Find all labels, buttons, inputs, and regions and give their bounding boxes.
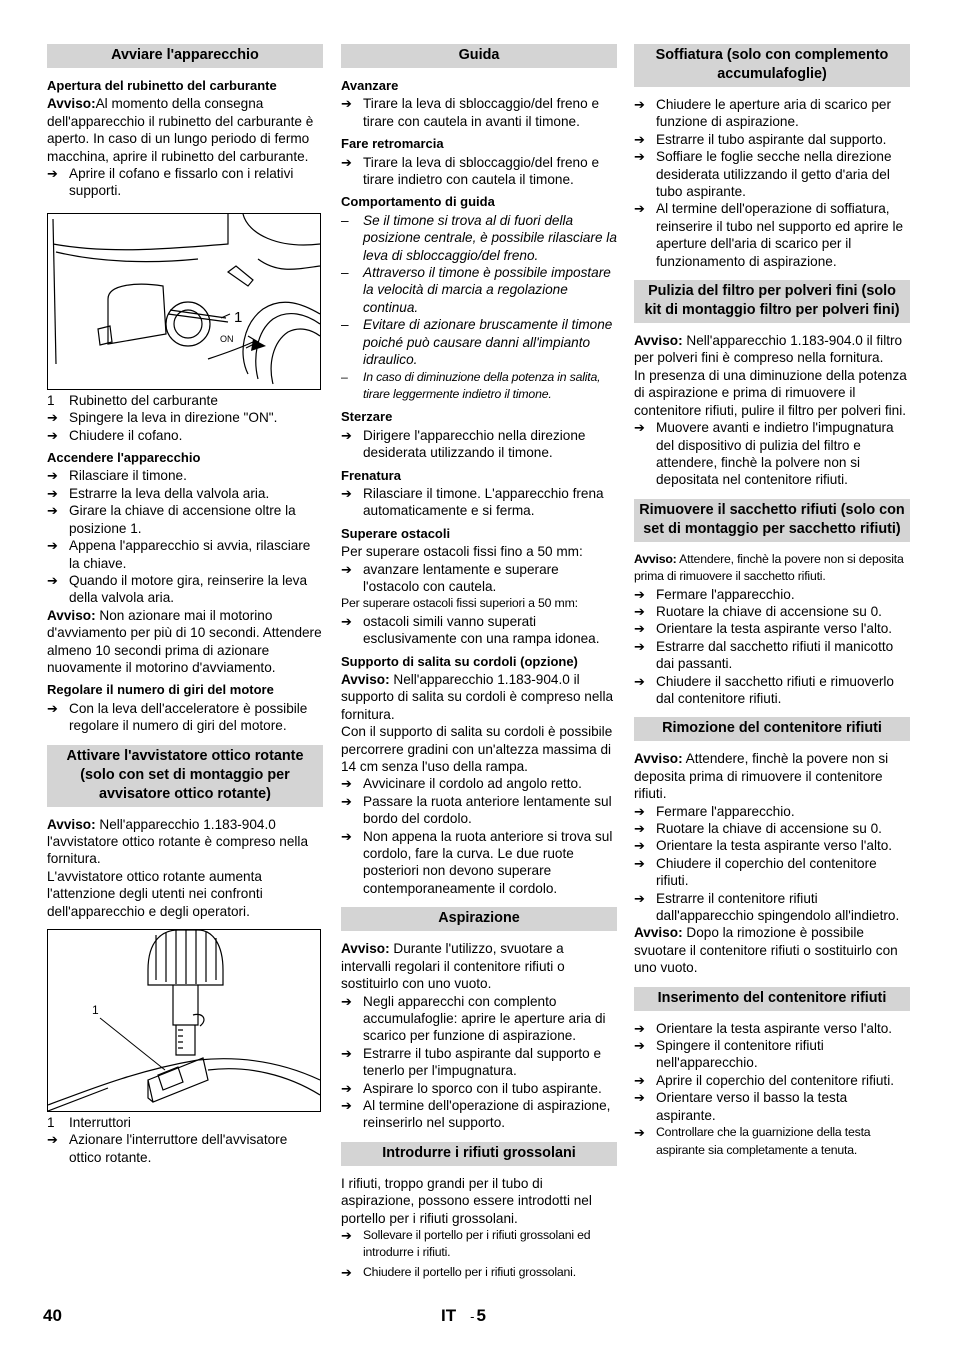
step-coarse-2: ➔ Chiudere il portello per i rifiuti grossolani.: [341, 1264, 576, 1280]
arrow-icon: ➔: [341, 613, 352, 629]
page-separator: -: [470, 1309, 475, 1324]
arrow-icon: ➔: [341, 1045, 352, 1061]
arrow-icon: ➔: [634, 1072, 645, 1088]
subheading-switch-on: Accendere l'apparecchio: [47, 450, 201, 466]
dash-item-2: – Attraverso il timone è possibile impostare la velocità di marcia a regolazione continua.: [341, 265, 611, 315]
arrow-icon: ➔: [634, 201, 645, 217]
step-remove-3: ➔ Orientare la testa aspirante verso l'alto.: [634, 838, 893, 854]
note-waste-bag: Avviso: Attendere, finchè la povere non si deposita prima di rimuovere il sacchetto rifiuti.: [634, 551, 904, 584]
step-obstacles-1: ➔ avanzare lentamente e superare l'ostacolo con cautela.: [341, 561, 559, 594]
arrow-icon: ➔: [47, 503, 58, 519]
arrow-icon: ➔: [341, 828, 352, 844]
arrow-icon: ➔: [634, 131, 645, 147]
step-insert-4: ➔ Orientare verso il basso la testa aspirante.: [634, 1090, 848, 1123]
step-insert-3: ➔ Aprire il coperchio del contenitore rifiuti.: [634, 1072, 895, 1088]
arrow-icon: ➔: [341, 793, 352, 809]
note-fuel-tap: Avviso:Al momento della consegna dell'apparecchio il rubinetto del carburante è aperto. In caso di un lungo periodo di fermo macchina, aprire il rubinetto del carburante.: [47, 96, 314, 164]
step-beacon: ➔ Azionare l'interruttore dell'avvisatore ottico rotante.: [47, 1132, 288, 1165]
arrow-icon: ➔: [341, 154, 352, 170]
column-2: [341, 44, 617, 1281]
step-remove-2: ➔ Ruotare la chiave di accensione su 0.: [634, 821, 882, 836]
step-open-hood: ➔ Aprire il cofano e fissarlo con i relativi supporti.: [47, 166, 294, 199]
arrow-icon: ➔: [634, 586, 645, 602]
step-remove-5: ➔ Estrarre il contenitore rifiuti dall'apparecchio spingendolo all'indietro.: [634, 890, 900, 924]
arrow-icon: ➔: [47, 427, 58, 443]
arrow-icon: ➔: [341, 1227, 352, 1243]
note-suction: Avviso: Durante l'utilizzo, svuotare a intervalli regolari il contenitore rifiuti o sostituirlo con uno vuoto.: [341, 941, 565, 992]
sub-page-number: 5: [476, 1306, 486, 1325]
section-heading-start: Avviare l'apparecchio: [47, 44, 323, 68]
arrow-icon: ➔: [341, 96, 352, 112]
section-heading-waste-bag: Rimuovere il sacchetto rifiuti (solo con set di montaggio per sacchetto rifiuti): [634, 499, 910, 542]
note-beacon: Avviso: Nell'apparecchio 1.183-904.0 l'avvistatore ottico rotante è compreso nella fornitura.: [47, 816, 309, 867]
arrow-icon: ➔: [634, 838, 645, 854]
subheading-kerb-support: Supporto di salita su cordoli (opzione): [341, 653, 578, 669]
dash-item-3: – Evitare di azionare bruscamente il timone poiché può causare danni all'impianto idraulico.: [341, 317, 613, 368]
arrow-icon: ➔: [634, 621, 645, 637]
arrow-icon: ➔: [47, 572, 58, 588]
figure-beacon-switch: [47, 929, 321, 1112]
dash-item-4: – In caso di diminuzione della potenza in salita, tirare leggermente indietro il timone.: [341, 369, 601, 401]
arrow-icon: ➔: [47, 1132, 58, 1148]
step-bag-1: ➔ Fermare l'apparecchio.: [634, 586, 795, 602]
step-blow-4: ➔ Al termine dell'operazione di soffiatura, reinserire il tubo nel supporto ed aprire le aperture dell'aria di scarico per il funzionamento di aspirazione.: [634, 201, 904, 269]
page-number: 40: [43, 1306, 62, 1325]
figure-fuel-tap: [47, 213, 321, 390]
column-3: [634, 44, 910, 1159]
section-heading-remove-container: Rimozione del contenitore rifiuti: [634, 717, 910, 741]
paragraph-obstacles-1: Per superare ostacoli fissi fino a 50 mm:: [341, 544, 583, 560]
arrow-icon: ➔: [47, 410, 58, 426]
section-heading-blowing: Soffiatura (solo con complemento accumulafoglie): [634, 44, 910, 87]
step-suction-1: ➔ Negli apparecchi con complento accumulafoglie: aprire le aperture aria di scarico per funzione di aspirazione.: [341, 993, 606, 1044]
section-heading-coarse-waste: Introdurre i rifiuti grossolani: [341, 1142, 617, 1166]
arrow-icon: ➔: [634, 420, 645, 436]
arrow-icon: ➔: [341, 993, 352, 1009]
note-kerb: Avviso: Nell'apparecchio 1.183-904.0 il supporto di salita su cordoli è compreso nella fornitura.: [341, 672, 614, 722]
subheading-steer: Sterzare: [341, 409, 393, 425]
arrow-icon: ➔: [634, 1090, 645, 1106]
step-close-hood: ➔ Chiudere il cofano.: [47, 427, 183, 443]
figure-callout-1: 1: [234, 308, 243, 326]
arrow-icon: ➔: [341, 776, 352, 792]
arrow-icon: ➔: [634, 149, 645, 165]
paragraph-kerb: Con il supporto di salita su cordoli è possibile percorrere gradini con un'altezza massima di 14 cm senza l'uso della rampa.: [341, 724, 613, 775]
step-insert-5: ➔ Controllare che la guarnizione della testa aspirante sia completamente a tenuta.: [634, 1124, 910, 1159]
arrow-icon: ➔: [634, 638, 645, 654]
step-blow-1: ➔ Chiudere le aperture aria di scarico per funzione di aspirazione.: [634, 97, 891, 130]
arrow-icon: ➔: [341, 561, 352, 577]
subheading-driving-behaviour: Comportamento di guida: [341, 194, 495, 210]
arrow-icon: ➔: [634, 821, 645, 836]
step-start-5: ➔ Quando il motore gira, reinserire la leva della valvola aria.: [47, 572, 308, 606]
step-blow-3: ➔ Soffiare le foglie secche nella direzione desiderata utilizzando il getto d'aria del tubo aspirante.: [634, 149, 892, 200]
arrow-icon: ➔: [341, 427, 352, 443]
arrow-icon: ➔: [341, 485, 352, 501]
step-suction-3: ➔ Aspirare lo sporco con il tubo aspirante.: [341, 1080, 602, 1096]
column-1: [47, 44, 323, 1166]
arrow-icon: ➔: [634, 1038, 645, 1054]
subheading-fuel-tap: Apertura del rubinetto del carburante: [47, 78, 277, 93]
subheading-rpm: Regolare il numero di giri del motore: [47, 682, 274, 698]
arrow-icon: ➔: [634, 603, 645, 619]
step-steer: ➔ Dirigere l'apparecchio nella direzione desiderata utilizzando il timone.: [341, 427, 586, 461]
language-code: IT: [441, 1306, 457, 1325]
step-blow-2: ➔ Estrarre il tubo aspirante dal supporto.: [634, 131, 887, 147]
step-kerb-1: ➔ Avvicinare il cordolo ad angolo retto.: [341, 776, 582, 792]
step-remove-1: ➔ Fermare l'apparecchio.: [634, 803, 795, 819]
step-start-1: ➔ Rilasciare il timone.: [47, 468, 187, 484]
step-bag-4: ➔ Estrarre dal sacchetto rifiuti il manicotto dai passanti.: [634, 638, 894, 672]
arrow-icon: ➔: [47, 468, 58, 484]
section-heading-insert-container: Inserimento del contenitore rifiuti: [634, 987, 910, 1011]
section-heading-suction: Aspirazione: [341, 907, 617, 931]
step-obstacles-2: ➔ ostacoli simili vanno superati esclusivamente con una rampa idonea.: [341, 613, 600, 647]
language-page-marker: [441, 1307, 486, 1325]
subheading-obstacles: Superare ostacoli: [341, 525, 451, 541]
step-bag-5: ➔ Chiudere il sacchetto rifiuti e rimuoverlo dal contenitore rifiuti.: [634, 673, 894, 706]
step-bag-3: ➔ Orientare la testa aspirante verso l'alto.: [634, 621, 893, 637]
step-suction-4: ➔ Al termine dell'operazione di aspirazione, reinserirlo nel supporto.: [341, 1097, 611, 1131]
note-after-removal: Avviso: Dopo la rimozione è possibile svuotare il contenitore rifiuti o sostituirlo con uno vuoto.: [634, 925, 898, 976]
dash-item-1: – Se il timone si trova al di fuori della posizione centrale, è possibile rilasciare la leva di sbloccaggio/del freno.: [341, 212, 617, 263]
figure-callout-2: 1: [92, 1003, 99, 1017]
note-filter: Avviso: Nell'apparecchio 1.183-904.0 il filtro per polveri fini è compreso nella fornitura.: [634, 333, 903, 366]
step-start-4: ➔ Appena l'apparecchio si avvia, rilasciare la chiave.: [47, 538, 311, 571]
step-start-2: ➔ Estrarre la leva della valvola aria.: [47, 485, 270, 501]
subheading-reverse: Fare retromarcia: [341, 136, 444, 152]
legend-fuel-tap: 1 Rubinetto del carburante: [47, 392, 218, 408]
step-insert-1: ➔ Orientare la testa aspirante verso l'alto.: [634, 1020, 893, 1036]
step-bag-2: ➔ Ruotare la chiave di accensione su 0.: [634, 603, 882, 619]
step-filter: ➔ Muovere avanti e indietro l'impugnatura del dispositivo di pulizia del filtro e attendere, finchè la polvere non si depositata nel contenitore rifiuti.: [634, 420, 894, 488]
step-rpm: ➔ Con la leva dell'acceleratore è possibile regolare il numero di giri del motore.: [47, 700, 308, 734]
arrow-icon: ➔: [47, 166, 58, 182]
step-brake: ➔ Rilasciare il timone. L'apparecchio frena automaticamente e si ferma.: [341, 485, 604, 519]
section-heading-beacon: Attivare l'avvistatore ottico rotante (solo con set di montaggio per avvisatore ottico rotante): [47, 745, 323, 807]
arrow-icon: ➔: [341, 1097, 352, 1113]
note-remove-container: Avviso: Attendere, finchè la povere non si deposita prima di rimuovere il contenitore rifiuti.: [634, 751, 889, 802]
paragraph-filter: In presenza di una diminuzione della potenza di aspirazione e prima di rimuovere il contenitore rifiuti, pulire il filtro per polveri fini.: [634, 367, 907, 418]
step-suction-2: ➔ Estrarre il tubo aspirante dal supporto e tenerlo per l'impugnatura.: [341, 1045, 602, 1079]
on-label-figure: ON: [220, 333, 234, 344]
fuel-tap-illustration: [48, 214, 320, 389]
arrow-icon: ➔: [341, 1264, 352, 1280]
arrow-icon: ➔: [634, 673, 645, 689]
step-kerb-3: ➔ Non appena la ruota anteriore si trova sul cordolo, fare la curva. Le due ruote posteriori non devono superare contemporaneamente il cordolo.: [341, 828, 613, 896]
arrow-icon: ➔: [47, 700, 58, 716]
arrow-icon: ➔: [634, 1020, 645, 1036]
subheading-brake: Frenatura: [341, 467, 401, 483]
arrow-icon: ➔: [634, 855, 645, 871]
step-start-3: ➔ Girare la chiave di accensione oltre la posizione 1.: [47, 503, 296, 536]
section-heading-driving: Guida: [341, 44, 617, 68]
section-heading-fine-dust-filter: Pulizia del filtro per polveri fini (solo kit di montaggio filtro per polveri fini): [634, 280, 910, 323]
arrow-icon: ➔: [341, 1080, 352, 1096]
arrow-icon: ➔: [634, 803, 645, 819]
note-starter: Avviso: Non azionare mai il motorino d'avviamento per più di 10 secondi. Attendere almeno 10 secondi prima di azionare nuovamente il motorino d'avviamento.: [47, 607, 322, 675]
step-reverse: ➔ Tirare la leva di sbloccaggio/del freno e tirare indietro con cautela il timone.: [341, 154, 600, 188]
step-push-lever: ➔ Spingere la leva in direzione "ON".: [47, 410, 278, 426]
step-forward: ➔ Tirare la leva di sbloccaggio/del freno e tirare con cautela in avanti il timone.: [341, 96, 600, 129]
arrow-icon: ➔: [634, 890, 645, 906]
arrow-icon: ➔: [47, 485, 58, 501]
beacon-switch-illustration: [48, 930, 320, 1111]
paragraph-obstacles-2: Per superare ostacoli fissi superiori a 50 mm:: [341, 596, 578, 611]
legend-switches: 1 Interruttori: [47, 1115, 131, 1130]
arrow-icon: ➔: [47, 538, 58, 554]
paragraph-coarse-waste: I rifiuti, troppo grandi per il tubo di aspirazione, possono essere introdotti nel portello per i rifiuti grossolani.: [341, 1175, 592, 1226]
step-remove-4: ➔ Chiudere il coperchio del contenitore rifiuti.: [634, 855, 877, 889]
arrow-icon: ➔: [634, 97, 645, 112]
step-insert-2: ➔ Spingere il contenitore rifiuti nell'apparecchio.: [634, 1038, 824, 1071]
step-kerb-2: ➔ Passare la ruota anteriore lentamente sul bordo del cordolo.: [341, 793, 612, 827]
arrow-icon: ➔: [634, 1125, 645, 1141]
subheading-forward: Avanzare: [341, 78, 399, 93]
paragraph-beacon: L'avvistatore ottico rotante aumenta l'attenzione degli utenti nei confronti dell'apparecchio e degli operatori.: [47, 868, 263, 919]
step-coarse-1: ➔ Sollevare il portello per i rifiuti grossolani ed introdurre i rifiuti.: [341, 1227, 617, 1262]
